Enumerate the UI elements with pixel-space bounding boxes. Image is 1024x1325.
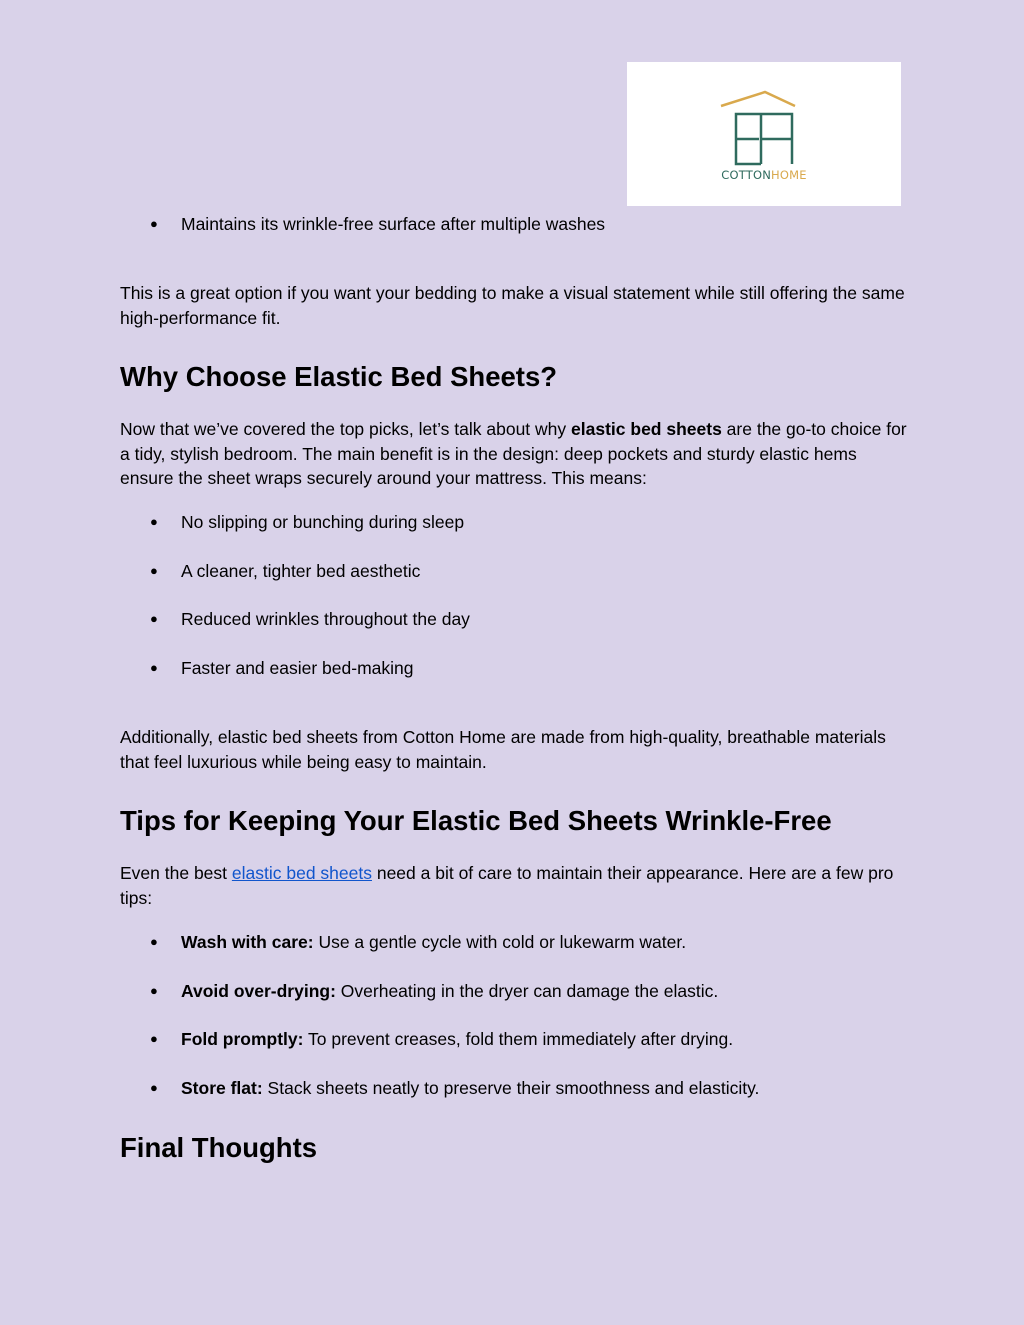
intro-paragraph: This is a great option if you want your bedding to make a visual statement while still offering the same high-performance fit. [120, 283, 905, 328]
bullet-icon: ● [150, 660, 158, 675]
heading-final-thoughts: Final Thoughts [120, 1132, 318, 1163]
bullet-icon: ● [150, 1031, 158, 1046]
bold-term: elastic bed sheets [571, 419, 722, 439]
section1-closing-paragraph: Additionally, elastic bed sheets from Cotton Home are made from high-quality, breathable materials that feel luxurious while being easy to maintain. [120, 727, 886, 772]
bullet-icon: ● [150, 514, 158, 529]
heading-why-choose: Why Choose Elastic Bed Sheets? [120, 361, 558, 392]
heading-tips: Tips for Keeping Your Elastic Bed Sheets Wrinkle-Free [120, 805, 832, 836]
bullet-icon: ● [150, 1080, 158, 1095]
logo-wordmark: COTTONHOME [721, 168, 807, 182]
cotton-home-monogram-icon [627, 62, 901, 206]
bullet-icon: ● [150, 983, 158, 998]
section2-paragraph: Even the best elastic bed sheets need a bit of care to maintain their appearance. Here are a few pro tips: [120, 863, 894, 908]
cotton-home-logo [627, 62, 901, 206]
bullet-icon: ● [150, 563, 158, 578]
document-page: COTTONHOME ● Maintains its wrinkle-free surface after multiple washes This is a great option if you want your bedding to make a visual statement while still offering the same high-performance fit. Why Choose Elastic Bed Sheets? Now that we’ve covered the top picks, let’s talk about why elastic bed sheets are the go-to choice for a tidy, stylish bedroom. The main benefit is in the design: deep pockets and sturdy elastic hems ensure the sheet wraps securely around your mattress. This means: ● No slipping or bunching during sleep ● A cleaner, tighter bed aesthetic ● Reduced wrinkles throughout the day ● Faster and easier bed-making Additionally, elastic bed sheets from Cotton Home are made from high-quality, breathable materials that feel luxurious while being easy to maintain. Tips for Keeping Your Elastic Bed Sheets Wrinkle-Free Even the best elastic bed sheets need a bit of care to maintain their appearance. Here are a few pro tips: ● Wash with care: Use a gentle cycle with cold or lukewarm water. ● Avoid over-drying: Overheating in the dryer can damage the elastic. ● Fold promptly: To prevent creases, fold them immediately after drying. ● Store flat: Stack sheets neatly to preserve their smoothness and elasticity. Final Thoughts [0, 0, 1024, 1325]
elastic-bed-sheets-link[interactable]: elastic bed sheets [231, 863, 372, 883]
bullet-icon: ● [150, 934, 158, 949]
section1-paragraph: Now that we’ve covered the top picks, let’s talk about why elastic bed sheets are the go-to choice for a tidy, stylish bedroom. The main benefit is in the design: deep pockets and sturdy elastic hems ensure the sheet wraps securely around your mattress. This means: [120, 419, 907, 488]
bullet-icon: ● [150, 611, 158, 626]
bullet-icon: ● [150, 216, 158, 231]
